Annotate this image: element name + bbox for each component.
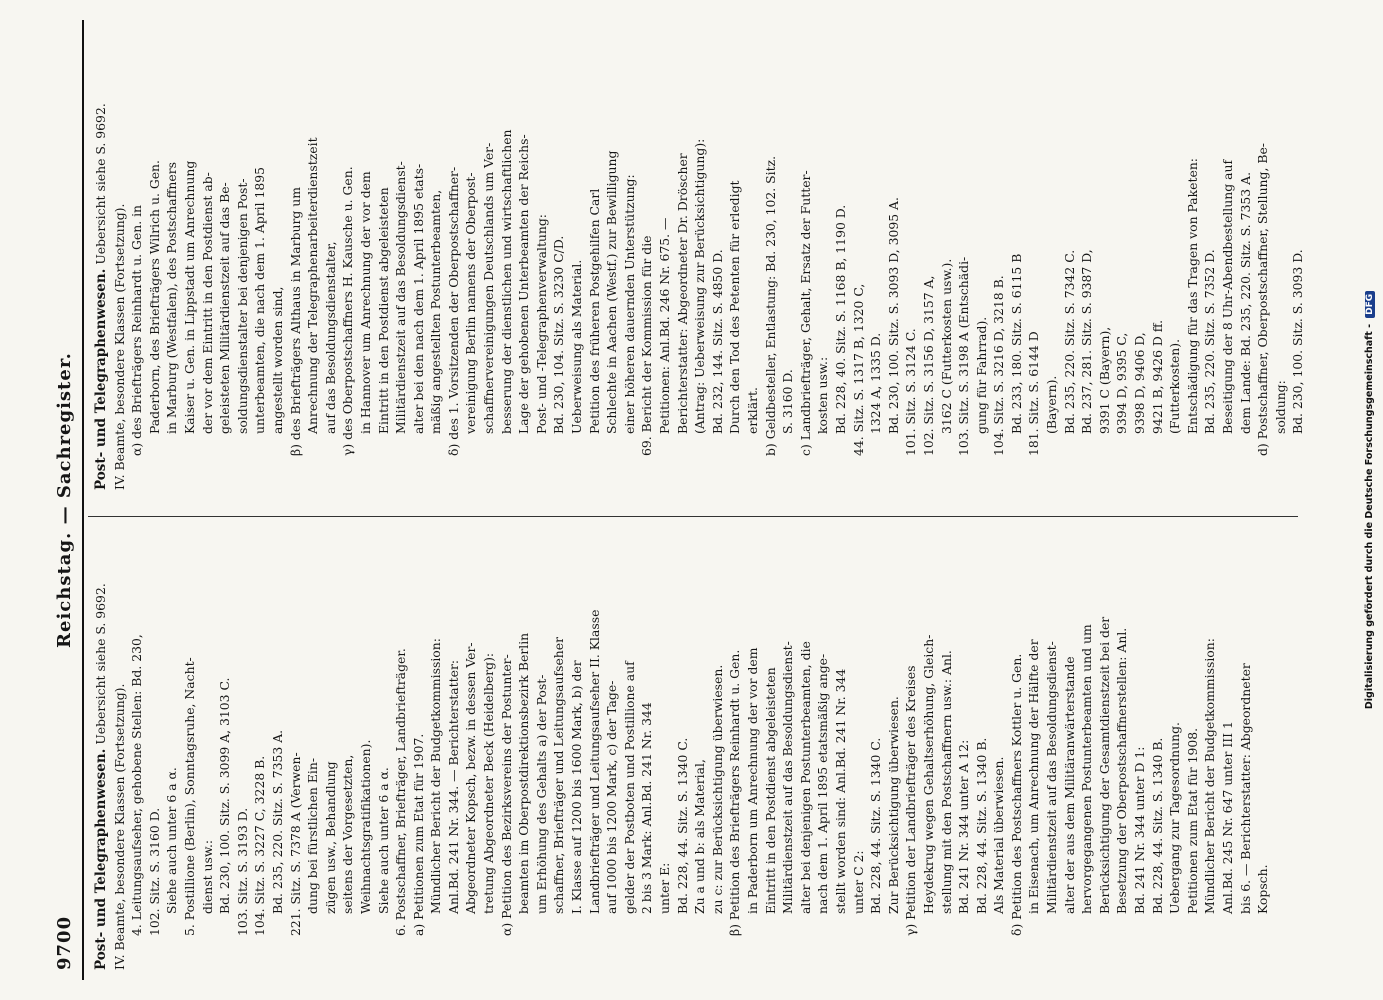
entry-line: 3162 C (Futterkosten usw.). <box>938 258 954 434</box>
entry-line: β) Petition des Briefträgers Reinhardt u. Gen. <box>727 649 743 936</box>
right-column <box>92 45 1307 490</box>
entry-line: Bd. 230, 100. Sitz. S. 3099 A, 3103 C. <box>217 677 233 914</box>
column-heading-rest: Uebersicht siehe S. 9692. <box>93 103 108 265</box>
entry-line: Petitionen: Anl.Bd. 246 Nr. 675. — <box>657 217 672 434</box>
entry-line: Bd. 228, 44. Sitz. S. 1340 B. <box>1149 737 1165 914</box>
entry-line: Weihnachtsgratifikationen). <box>357 739 373 914</box>
entry-line: Paderborn, des Briefträgers Wilrich u. Gen. <box>146 160 162 434</box>
entry-line: hervorgegangenen Postunterbeamten und um <box>1079 624 1095 914</box>
entry-line: schaffnervereinigungen Deutschlands um Ver- <box>481 142 497 434</box>
entry-line: Kaiser u. Gen. in Lippstadt um Anrechnung <box>181 160 197 434</box>
left-column <box>92 525 1272 970</box>
entry-line: Eintritt in den Postdienst abgeleisteten <box>762 667 778 914</box>
entry-line: Berichterstatter: Abgeordneter Dr. Dröscher <box>674 153 690 434</box>
entry-line: Bd. 235, 220. Sitz. S. 7353 A. <box>269 729 285 914</box>
entry-line: Post- und -Telegraphenverwaltung: <box>533 214 549 434</box>
entry-line: c) Landbriefträger, Gehalt, Ersatz der Futter- <box>797 170 813 456</box>
entry-line: Lage der gehobenen Unterbeamten der Reichs- <box>516 134 532 434</box>
entry-line: soldung: <box>1272 380 1288 434</box>
entry-line: Uebergang zur Tagesordnung. <box>1167 722 1183 914</box>
entry-line: 102. Sitz. S. 3160 D. <box>146 807 162 936</box>
entry-line: Eintritt in den Postdienst abgeleisteten <box>375 187 391 434</box>
entry-line: Militärdienstzeit auf das Besoldungsdienst- <box>780 641 796 914</box>
entry-line: unterbeamten, die nach dem 1. April 1895 <box>252 166 268 434</box>
entry-line: schaffner, Briefträger und Leitungsaufseher <box>551 636 567 914</box>
entry-line: Bd. 230, 100. Sitz. S. 3093 D. <box>1290 249 1306 434</box>
entry-line: auf 1000 bis 1200 Mark, c) der Tage- <box>604 680 620 914</box>
column-heading: Post- und Telegraphenwesen. <box>93 748 109 970</box>
entry-line: 4. Leitungsaufseher, gehobene Stellen: Bd. 230, <box>129 634 145 936</box>
entry-line: Bd. 230, 104. Sitz. S. 3230 C/D. <box>551 235 567 434</box>
entry-line: 69. Bericht der Kommission für die <box>639 235 655 456</box>
entry-line: Zur Berücksichtigung überwiesen. <box>885 696 901 914</box>
entry-line: zu c: zur Berücksichtigung überwiesen. <box>709 664 725 914</box>
entry-line: der vor dem Eintritt in den Postdienst ab- <box>199 172 215 434</box>
entry-line: Landbriefträger und Leitungsaufseher II. Klasse <box>586 609 602 914</box>
entry-line: Entschädigung für das Tragen von Paketen: <box>1184 158 1200 434</box>
entry-line: Mündlicher Bericht der Budgetkommission: <box>428 638 444 914</box>
entry-line: Militärdienstzeit auf das Besoldungsdienst- <box>393 161 409 434</box>
entry-line: besserung der dienstlichen und wirtschaftlichen <box>498 129 514 434</box>
entry-line: Bd. 228, 44. Sitz. S. 1340 C. <box>674 737 690 914</box>
entry-line: Anl.Bd. 245 Nr. 647 unter III 1 <box>1220 721 1235 914</box>
entry-line: in Eisenach, um Anrechnung der Hälfte der <box>1026 639 1042 914</box>
dfg-logo: DFG <box>1365 291 1375 318</box>
entry-line: Bd. 241 Nr. 344 unter A 12: <box>956 739 972 914</box>
entry-line: Durch den Tod des Petenten für erledigt <box>727 180 743 434</box>
entry-line: 6. Postschaffner, Briefträger, Landbriefträger. <box>393 648 409 936</box>
entry-line: Bd. 237, 281. Sitz. S. 9387 D, <box>1079 249 1095 434</box>
entry-line: einer höheren dauernden Unterstützung: <box>621 174 637 434</box>
entry-line: in Marburg (Westfalen), des Postschaffners <box>164 161 180 434</box>
entry-line: (Futterkosten). <box>1167 338 1183 434</box>
entry-line: Abgeordneter Kopsch, bezw. in dessen Ver- <box>463 642 479 914</box>
entry-line: Als Material überwiesen. <box>991 756 1007 914</box>
entry-line: Militärdienstzeit auf das Besoldungsdienst- <box>1044 641 1060 914</box>
entry-line: vereinigung Berlin namens der Oberpost- <box>463 172 479 434</box>
entry-line: beamten im Oberpostdirektionsbezirk Berlin <box>516 632 532 914</box>
right-column-entries <box>128 45 1307 490</box>
entry-line: Besetzung der Oberpostschaffnerstellen: Anl. <box>1114 627 1130 914</box>
entry-line: alter bei denjenigen Postunterbeamten, die <box>797 641 813 914</box>
footer-text: Digitalisierung gefördert durch die Deutsche Forschungsgemeinschaft - <box>1364 323 1375 710</box>
entry-line: Anrechnung der Telegraphenarbeiterdienstzeit <box>305 137 321 434</box>
entry-line: 9394 D, 9395 C, <box>1114 332 1130 434</box>
entry-line: γ) des Oberpostschaffners H. Kausche u. Gen. <box>340 166 356 456</box>
entry-line: zügen usw., Behandlung <box>322 761 338 914</box>
page-number: 9700 <box>54 915 75 970</box>
entry-line: angestellt worden sind, <box>269 286 285 434</box>
entry-line: 1324 A, 1335 D. <box>868 332 884 434</box>
entry-line: γ) Petition der Landbriefträger des Kreises <box>903 665 919 936</box>
entry-line: 104. Sitz. S. 3216 D, 3218 B. <box>991 275 1007 456</box>
entry-line: auf das Besoldungsdienstalter, <box>322 241 338 434</box>
entry-line: in Hannover um Anrechnung der vor dem <box>357 171 373 434</box>
entry-line: Petitionen zum Etat für 1908. <box>1184 727 1200 914</box>
entry-line: unter E: <box>657 862 672 914</box>
entry-line: 101. Sitz. S. 3124 C. <box>903 328 919 456</box>
entry-line: 9391 C (Bayern), <box>1096 326 1112 434</box>
entry-line: 102. Sitz. S. 3156 D, 3157 A, <box>920 275 936 456</box>
entry-line: 9421 B, 9426 D ff. <box>1149 319 1165 434</box>
entry-line: alter der aus dem Militäranwärterstande <box>1061 656 1077 914</box>
entry-line: Bd. 241 Nr. 344 unter D 1: <box>1132 746 1148 914</box>
entry-line: in Paderborn um Anrechnung der vor dem <box>744 647 760 914</box>
entry-line: Bd. 228, 44. Sitz. S. 1340 B. <box>973 737 989 914</box>
entry-line: bis 6. — Berichterstatter: Abgeordneter <box>1237 663 1253 914</box>
entry-line: δ) Petition des Postschaffners Kottler u. Gen. <box>1008 653 1024 936</box>
entry-line: Beseitigung der 8 Uhr-Abendbestellung auf <box>1220 159 1235 434</box>
entry-line: Siehe auch unter 6 a α. <box>375 767 391 914</box>
entry-line: Mündlicher Bericht der Budgetkommission: <box>1202 638 1218 914</box>
entry-line: Bd. 232, 144. Sitz. S. 4850 D. <box>709 249 725 434</box>
running-title: Reichstag. — Sachregister. <box>54 352 75 648</box>
entry-line: dung bei fürstlichen Ein- <box>305 757 321 914</box>
entry-line: 181. Sitz. S. 6144 D <box>1026 331 1042 456</box>
entry-line: 221. Sitz. S. 7378 A (Verwen- <box>287 752 303 936</box>
entry-line: Berücksichtigung der Gesamtdienstzeit bei der <box>1096 616 1112 914</box>
column-divider <box>88 516 1298 517</box>
entry-line: (Bayern). <box>1044 375 1060 434</box>
entry-line: unter C 2: <box>850 850 866 914</box>
column-subheading: IV. Beamte, besondere Klassen (Fortsetzung). <box>111 683 127 970</box>
entry-line: Anl.Bd. 241 Nr. 344. — Berichterstatter: <box>445 659 461 914</box>
entry-line: soldungsdienstalter bei denjenigen Post- <box>234 178 250 434</box>
entry-line: erklärt. <box>744 387 760 434</box>
entry-line: Petition des früheren Postgehilfen Carl <box>586 188 602 434</box>
entry-line: 44. Sitz. S. 1317 B, 1320 C, <box>850 283 866 456</box>
entry-line: b) Geldbesteller, Entlastung: Bd. 230, 102. Sitz. <box>762 155 778 456</box>
entry-line: Zu a und b: als Material, <box>692 759 708 914</box>
entry-line: Kopsch. <box>1255 864 1271 914</box>
entry-line: Bd. 228, 44. Sitz. S. 1340 C. <box>868 737 884 914</box>
entry-line: Bd. 230, 100. Sitz. S. 3093 D, 3095 A. <box>885 197 901 434</box>
entry-line: gelder der Postboten und Postillione auf <box>621 661 637 914</box>
entry-line: Bd. 235, 220. Sitz. S. 7352 D. <box>1202 249 1218 434</box>
entry-line: 104. Sitz. S. 3227 C, 3228 B. <box>252 755 268 936</box>
entry-line: d) Postschaffner, Oberpostschaffner, Stellung, Be- <box>1255 143 1271 456</box>
entry-line: dienst usw.: <box>199 839 215 914</box>
entry-line: Bd. 233, 180. Sitz. S. 6115 B <box>1008 253 1024 434</box>
column-heading-rest: Uebersicht siehe S. 9692. <box>93 583 108 745</box>
entry-line: Heydekrug wegen Gehaltserhöhung, Gleich- <box>920 634 936 914</box>
entry-line: Schlechte in Aachen (Westf.) zur Bewilligung <box>604 150 620 434</box>
entry-line: 103. Sitz. S. 3193 D. <box>234 807 250 936</box>
entry-line: 5. Postillione (Berlin), Sonntagsruhe, Nacht- <box>181 657 197 936</box>
entry-line: β) des Briefträgers Althaus in Marburg um <box>287 186 303 456</box>
entry-line: dem Lande: Bd. 235, 220. Sitz. S. 7353 A. <box>1237 171 1253 434</box>
entry-line: mäßig angestellten Postunterbeamten, <box>428 189 444 434</box>
entry-line: tretung Abgeordneter Beck (Heidelberg): <box>481 652 497 914</box>
entry-line: stellung mit den Postschaffnern usw.: Anl. <box>938 650 954 914</box>
column-subheading: IV. Beamte, besondere Klassen (Fortsetzung). <box>111 203 127 490</box>
entry-line: stellt worden sind: Anl.Bd. 241 Nr. 344 <box>832 668 848 914</box>
entry-line: Bd. 228, 40. Sitz. S. 1168 B, 1190 D. <box>832 204 848 434</box>
footer-credit <box>1364 0 1375 1000</box>
entry-line: seitens der Vorgesetzten, <box>340 754 356 914</box>
entry-line: geleisteten Militärdienstzeit auf das Be- <box>217 182 233 434</box>
entry-line: kosten usw.: <box>815 356 831 434</box>
entry-line: Ueberweisung als Material. <box>569 259 585 434</box>
entry-line: a) Petitionen zum Etat für 1907. <box>410 733 426 936</box>
page-header <box>52 30 80 970</box>
entry-line: δ) des 1. Vorsitzenden der Oberpostschaffner- <box>445 166 461 456</box>
entry-line: 103. Sitz. S. 3198 A (Entschädi- <box>956 256 972 456</box>
entry-line: S. 3160 D. <box>780 369 796 434</box>
entry-line: alter bei den nach dem 1. April 1895 etats- <box>410 163 426 434</box>
entry-line: gung für Fahrrad). <box>973 316 989 434</box>
entry-line: 9398 D, 9406 D, <box>1132 332 1148 434</box>
entry-line: α) des Briefträgers Reinhardt u. Gen. in <box>129 204 145 456</box>
entry-line: (Antrag: Ueberweisung zur Berücksichtigung): <box>692 138 708 434</box>
entry-line: Siehe auch unter 6 a α. <box>164 767 180 914</box>
entry-line: α) Petition des Bezirksvereins der Postunter- <box>498 654 514 936</box>
entry-line: Bd. 235, 220. Sitz. S. 7342 C. <box>1061 249 1077 434</box>
left-column-entries <box>128 525 1272 970</box>
entry-line: nach dem 1. April 1895 etatsmäßig ange- <box>815 653 831 914</box>
column-heading: Post- und Telegraphenwesen. <box>93 268 109 490</box>
entry-line: 2 bis 3 Mark: Anl.Bd. 241 Nr. 344 <box>639 702 655 914</box>
entry-line: I. Klasse auf 1200 bis 1600 Mark, b) der <box>569 660 585 914</box>
header-rule <box>82 20 84 980</box>
entry-line: um Erhöhung des Gehalts a) der Post- <box>533 674 549 914</box>
